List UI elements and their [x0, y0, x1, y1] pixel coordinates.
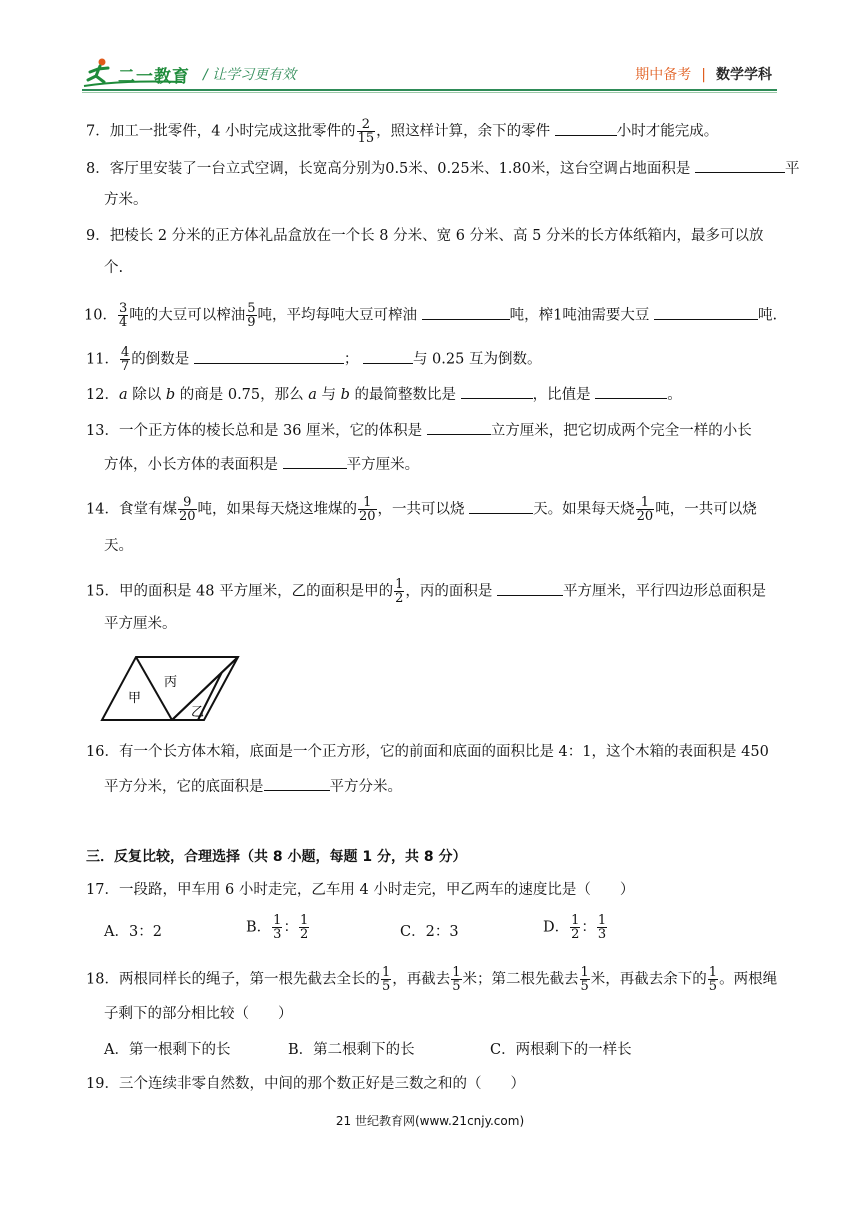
logo-text: 二一教育 — [118, 67, 190, 87]
question-9-cont: 个. — [104, 260, 124, 276]
fraction: $\frac{1}{20}$ — [359, 495, 376, 524]
question-15-cont: 平方厘米。 — [104, 616, 177, 632]
option-d[interactable]: D． $\frac{1}{2}$ ： $\frac{1}{3}$ — [543, 913, 607, 942]
answer-blank[interactable] — [469, 499, 533, 514]
header-rule-thin — [82, 92, 777, 93]
answer-blank[interactable] — [497, 581, 563, 596]
fraction: $\frac{9}{20}$ — [178, 495, 196, 524]
question-12: 12．a 除以 b 的商是 0.75，那么 a 与 b 的最简整数比是 ，比值是 。 — [86, 384, 786, 405]
section-title: 三．反复比较，合理选择（共 8 小题，每题 1 分，共 8 分） — [86, 849, 467, 865]
question-14-cont: 天。 — [104, 538, 133, 554]
fraction: $\frac{5}{9}$ — [247, 301, 256, 330]
answer-blank[interactable] — [427, 420, 491, 435]
option-c[interactable]: C．2：3 — [400, 924, 459, 940]
label-yi: 乙 — [191, 705, 205, 720]
question-13-cont: 方体，小长方体的表面积是 平方厘米。 — [104, 454, 804, 475]
question-11: 11． $\frac{4}{7}$ 的倒数是 ； 与 0.25 互为倒数。 — [86, 345, 542, 374]
answer-blank[interactable] — [283, 454, 347, 469]
exam-label: 期中备考 — [635, 67, 692, 83]
answer-blank[interactable] — [422, 305, 510, 320]
answer-blank[interactable] — [461, 384, 533, 399]
answer-blank[interactable] — [695, 158, 785, 173]
option-b[interactable]: B． $\frac{1}{3}$ ： $\frac{1}{2}$ — [246, 913, 309, 942]
answer-blank[interactable] — [595, 384, 667, 399]
label-jia: 甲 — [128, 691, 142, 706]
question-15: 15．甲的面积是 48 平方厘米，乙的面积是甲的 $\frac{1}{2}$ ，丙的面积是 平方厘米，平行四边形总面积是 — [86, 577, 767, 606]
page-header — [0, 0, 860, 100]
fraction: $\frac{1}{20}$ — [636, 495, 654, 524]
question-10: 10． $\frac{3}{4}$ 吨的大豆可以榨油 $\frac{5}{9}$ 吨，平均每吨大豆可榨油 吨，榨1吨油需要大豆 吨. — [84, 301, 778, 330]
answer-blank[interactable] — [194, 349, 344, 364]
parallelogram-figure — [100, 654, 242, 724]
question-14: 14．食堂有煤 $\frac{9}{20}$ 吨，如果每天烧这堆煤的 $\frac{1}{20}$ ，一共可以烧 天。如果每天烧 $\frac{1}{20}$ 吨，一共可以烧 — [86, 495, 757, 524]
option-a[interactable]: A．第一根剩下的长 — [104, 1042, 231, 1058]
question-8-cont: 方米。 — [104, 192, 148, 208]
subject-label: 数学学科 — [716, 67, 772, 83]
question-18: 18．两根同样长的绳子，第一根先截去全长的 $\frac{1}{5}$ ，再截去 $\frac{1}{5}$ 米；第二根先截去 $\frac{1}{5}$ 米，再截去余下的 $\frac{1}{5}$ 。两根绳 — [86, 965, 778, 994]
fraction: $\frac{3}{4}$ — [118, 301, 128, 330]
header-right — [635, 64, 772, 84]
answer-blank[interactable] — [555, 121, 617, 136]
answer-blank[interactable] — [363, 349, 413, 364]
option-b[interactable]: B．第二根剩下的长 — [288, 1042, 415, 1058]
question-9: 9．把棱长 2 分米的正方体礼品盒放在一个长 8 分米、宽 6 分米、高 5 分米的长方体纸箱内，最多可以放 — [86, 228, 764, 244]
option-a[interactable]: A．3：2 — [104, 924, 162, 940]
question-8: 8．客厅里安装了一台立式空调，长宽高分别为0.5米、0.25米、1.80米，这台空调占地面积是 平 — [86, 158, 786, 179]
question-16-cont: 平方分米，它的底面积是 平方分米。 — [104, 776, 804, 797]
question-19: 19．三个连续非零自然数，中间的那个数正好是三数之和的（ ） — [86, 1076, 525, 1092]
label-bing: 丙 — [164, 675, 178, 690]
question-18-cont: 子剩下的部分相比较（ ） — [104, 1006, 293, 1022]
header-separator: | — [701, 67, 706, 83]
page-footer: 21 世纪教育网(www.21cnjy.com) — [335, 1114, 525, 1128]
question-16: 16．有一个长方体木箱，底面是一个正方形，它的前面和底面的面积比是 4：1，这个木箱的表面积是 450 — [86, 744, 769, 760]
slogan: / 让学习更有效 — [203, 67, 297, 83]
answer-blank[interactable] — [654, 305, 758, 320]
fraction: $\frac{2}{15}$ — [357, 117, 375, 146]
option-c[interactable]: C．两根剩下的一样长 — [490, 1042, 632, 1058]
fraction: $\frac{1}{2}$ — [395, 577, 404, 606]
question-17: 17．一段路，甲车用 6 小时走完，乙车用 4 小时走完，甲乙两车的速度比是（ ） — [86, 882, 635, 898]
question-7: 7．加工一批零件，4 小时完成这批零件的 $\frac{2}{15}$ ，照这样计算，余下的零件 小时才能完成。 — [86, 117, 719, 146]
fraction: $\frac{4}{7}$ — [120, 345, 130, 374]
question-13: 13．一个正方体的棱长总和是 36 厘米，它的体积是 立方厘米，把它切成两个完全一样的小长 — [86, 420, 786, 441]
header-rule — [82, 89, 777, 91]
answer-blank[interactable] — [264, 776, 330, 791]
